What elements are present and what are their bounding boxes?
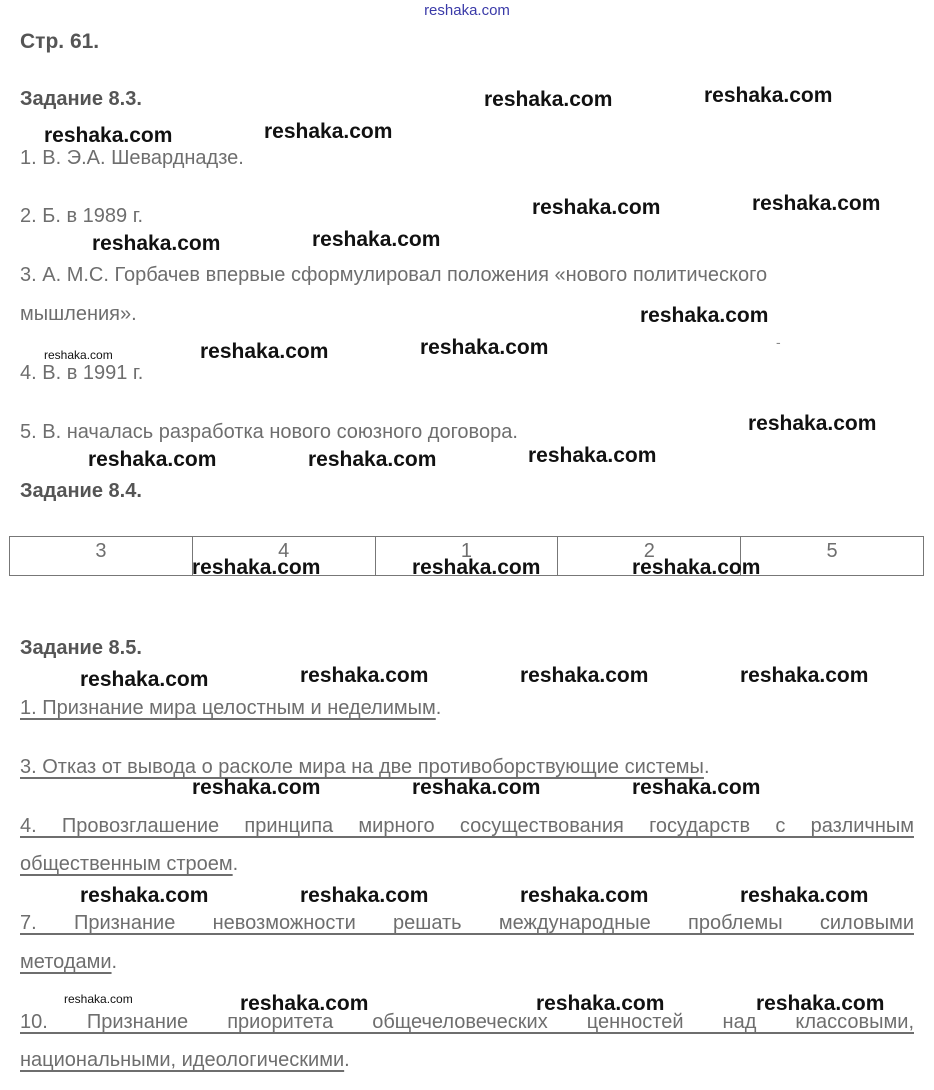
watermark: reshaka.com: [756, 992, 885, 1015]
watermark: reshaka.com: [740, 884, 869, 907]
watermark: reshaka.com: [420, 336, 549, 359]
task-8-5-item-7-cont: [20, 951, 117, 974]
task-8-3-item-2: 2. Б. в 1989 г.: [20, 205, 144, 227]
task-8-5-item-10: 10. Признание приоритета общечеловеческих ценностей над классовыми,: [20, 1011, 914, 1033]
watermark: reshaka.com: [704, 84, 833, 107]
watermark: reshaka.com: [192, 556, 321, 579]
task-8-5-item-1-tail: .: [435, 697, 442, 719]
table-cell: 2: [558, 537, 741, 576]
watermark: reshaka.com: [80, 668, 209, 691]
task-8-5-heading: Задание 8.5.: [20, 637, 142, 659]
task-8-3-item-1: 1. В. Э.А. Шеварднадзе.: [20, 147, 244, 169]
watermark: reshaka.com: [520, 664, 649, 687]
task-8-3-item-4: 4. В. в 1991 г.: [20, 362, 144, 384]
task-8-5-item-3-tail: .: [703, 756, 710, 778]
watermark: reshaka.com: [300, 664, 429, 687]
task-8-4-heading: Задание 8.4.: [20, 480, 142, 502]
task-8-5-item-4-cont: [20, 853, 238, 876]
task-8-3-item-3-cont: мышления».: [20, 303, 137, 325]
watermark: reshaka.com: [536, 992, 665, 1015]
watermark: reshaka.com: [200, 340, 329, 363]
watermark: reshaka.com: [632, 776, 761, 799]
watermark: reshaka.com: [532, 196, 661, 219]
watermark-small: reshaka.com: [64, 992, 133, 1006]
watermark: reshaka.com: [740, 664, 869, 687]
watermark: reshaka.com: [300, 884, 429, 907]
task-8-5-item-1: [20, 697, 441, 720]
site-watermark-top: reshaka.com: [424, 2, 510, 19]
watermark: reshaka.com: [240, 992, 369, 1015]
watermark: reshaka.com: [412, 776, 541, 799]
task-8-3-heading: Задание 8.3.: [20, 88, 142, 110]
watermark: reshaka.com: [88, 448, 217, 471]
watermark: reshaka.com: [748, 412, 877, 435]
task-8-5-item-10-cont-text: национальными, идеологическими: [20, 1049, 345, 1071]
watermark: reshaka.com: [640, 304, 769, 327]
watermark: reshaka.com: [484, 88, 613, 111]
table-cell: 3: [10, 537, 193, 576]
watermark-small: reshaka.com: [44, 348, 113, 362]
watermark: reshaka.com: [80, 884, 209, 907]
watermark: reshaka.com: [528, 444, 657, 467]
task-8-3-item-3: 3. А. М.С. Горбачев впервые сформулировал положения «нового политического: [20, 264, 768, 286]
task-8-5-item-4: 4. Провозглашение принципа мирного сосуществования государств с различным: [20, 815, 914, 837]
task-8-5-item-4-tail: .: [232, 853, 239, 875]
watermark: reshaka.com: [520, 884, 649, 907]
task-8-5-item-10-cont: [20, 1049, 350, 1072]
watermark: reshaka.com: [752, 192, 881, 215]
task-8-3-item-5: 5. В. началась разработка нового союзного договора.: [20, 421, 518, 443]
watermark: reshaka.com: [44, 124, 173, 147]
table-cell: 1: [375, 537, 558, 576]
watermark: reshaka.com: [264, 120, 393, 143]
watermark: reshaka.com: [192, 776, 321, 799]
task-8-5-item-3-text: 3. Отказ от вывода о расколе мира на две противоборствующие системы: [20, 756, 704, 778]
watermark: reshaka.com: [92, 232, 221, 255]
task-8-5-item-7-cont-text: методами: [20, 951, 112, 973]
watermark: reshaka.com: [412, 556, 541, 579]
stray-dash: -: [776, 334, 781, 350]
page-label: Стр. 61.: [20, 30, 100, 53]
watermark: reshaka.com: [312, 228, 441, 251]
task-8-5-item-4-cont-text: общественным строем: [20, 853, 233, 875]
task-8-5-item-1-text: 1. Признание мира целостным и неделимым: [20, 697, 436, 719]
table-cell: 4: [192, 537, 375, 576]
task-8-5-item-10-tail: .: [344, 1049, 350, 1071]
table-cell: 5: [741, 537, 924, 576]
watermark: reshaka.com: [632, 556, 761, 579]
task-8-5-item-3: [20, 756, 710, 779]
watermark: reshaka.com: [308, 448, 437, 471]
task-8-5-item-7: 7. Признание невозможности решать международные проблемы силовыми: [20, 912, 914, 934]
task-8-5-item-7-tail: .: [111, 951, 118, 973]
